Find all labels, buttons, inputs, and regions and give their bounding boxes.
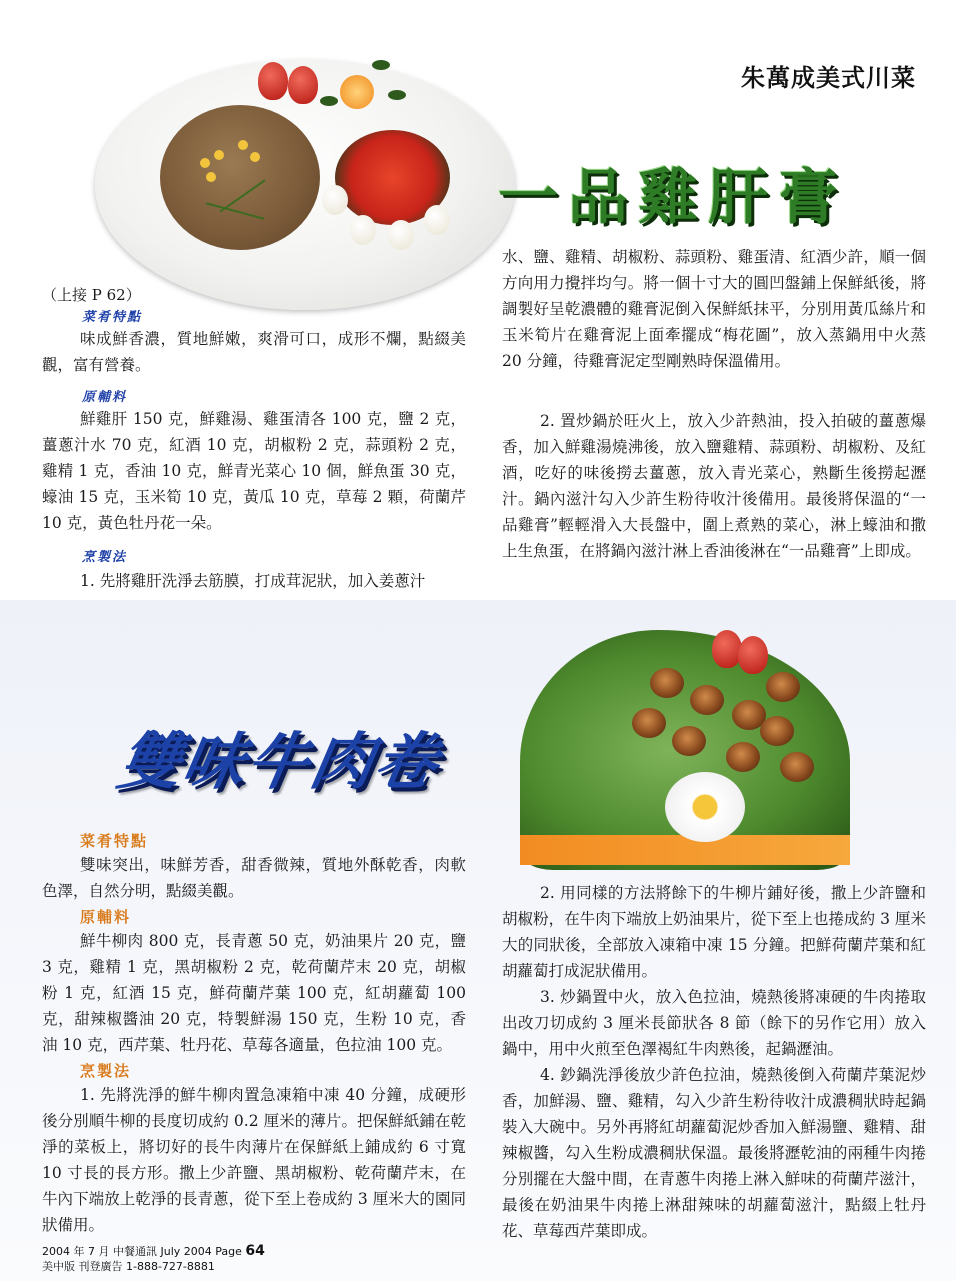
garnish-flower [238, 140, 248, 150]
recipe1-title: 一品雞肝膏 [498, 163, 848, 233]
leaf-garnish [372, 60, 390, 70]
recipe2-method-heading: 烹製法 [80, 1062, 132, 1080]
peony-flower-garnish [665, 772, 745, 842]
egg-garnish [424, 205, 450, 235]
strawberry-garnish [288, 66, 318, 104]
beef-roll [780, 752, 814, 782]
egg-garnish [388, 220, 414, 250]
recipe2-step1: 1. 先將洗淨的鮮牛柳肉置急凍箱中凍 40 分鐘，成硬形後分別順牛柳的長度切成約 0.2 厘米的薄片。把保鮮紙鋪在乾淨的菜板上，將切好的長牛肉薄片在保鮮紙上鋪成約 6 寸寬 10 寸長的長方形。撒上少許鹽、黑胡椒粉、乾荷蘭芹末，在牛內下端放上乾淨的長青蔥，從下至上卷成約 3 厘米大的園同狀備用。 [42, 1086, 466, 1234]
strawberry-garnish [712, 630, 742, 668]
beef-roll [690, 685, 724, 715]
recipe1-step2: 2. 置炒鍋於旺火上，放入少許熱油，投入拍破的薑蔥爆香，加入鮮雞湯燒沸後，放入鹽雞精、蒜頭粉、胡椒粉、及紅酒，吃好的味後撈去薑蔥，放入青光菜心，熟斷生後撈起瀝汁。鍋內滋汁勾入少許生粉待收汁後備用。最後將保溫的“一品雞膏”輕輕滑入大長盤中，圍上煮熟的菜心，淋上蠔油和撒上生魚蛋，在將鍋內滋汁淋上香油後淋在“一品雞膏”上即成。 [502, 412, 926, 560]
recipe2-step2: 2. 用同樣的方法將餘下的牛柳片鋪好後，撒上少許鹽和胡椒粉，在牛肉下端放上奶油果片，從下至上也捲成約 3 厘米大的同狀後，全部放入凍箱中凍 15 分鐘。把鮮荷蘭芹葉和紅胡蘿蔔打成泥狀備用。 [502, 884, 926, 980]
garnish-flower [200, 158, 210, 168]
footer-line2: 美中版 刊登廣告 1-888-727-8881 [42, 1260, 215, 1273]
section-header: 朱萬成美式川菜 [741, 64, 916, 92]
recipe2-step4: 4. 鈔鍋洗淨後放少許色拉油，燒熱後倒入荷蘭芹葉泥炒香，加鮮湯、鹽、雞精，勾入少許生粉待收汁成濃稠狀時起鍋裝入大碗中。另外再將紅胡蘿蔔泥炒香加入鮮湯鹽、雞精、甜辣椒醬，勾入生粉成濃稠狀保溫。最後將瀝乾油的兩種牛肉捲分別擺在大盤中間，在青蔥牛肉捲上淋入鮮味的荷蘭芹滋汁，最後在奶油果牛肉捲上淋甜辣味的胡蘿蔔滋汁，點綴上牡丹花、草莓西芹葉即成。 [502, 1066, 926, 1240]
garnish-flower [250, 152, 260, 162]
recipe2-step3: 3. 炒鍋置中火，放入色拉油，燒熱後將凍硬的牛肉捲取出改刀切成約 3 厘米長節狀各 8 節（餘下的另作它用）放入鍋中，用中火煎至色澤褐紅牛肉熟後，起鍋瀝油。 [502, 988, 926, 1058]
beef-roll [766, 672, 800, 702]
recipe1-step1-cont: 水、鹽、雞精、胡椒粉、蒜頭粉、雞蛋清、紅酒少許，順一個方向用力攪拌均勻。將一個十寸大的圓凹盤鋪上保鮮紙後，將調製好呈乾濃體的雞膏泥倒入保鮮紙抹平，分別用黃瓜絲片和玉米筍片在雞膏泥上面牽擺成“梅花圖”，放入蒸鍋用中火蒸 20 分鐘，待雞膏泥定型剛熟時保溫備用。 [502, 248, 926, 370]
page-number: 64 [245, 1243, 265, 1259]
strawberry-garnish [258, 62, 288, 100]
garnish-flower [214, 150, 224, 160]
leaf-garnish [320, 96, 338, 106]
beef-roll [760, 716, 794, 746]
recipe2-ingredients: 鮮牛柳肉 800 克，長青蔥 50 克，奶油果片 20 克，鹽 3 克，雞精 1 克，黑胡椒粉 2 克，乾荷蘭芹末 20 克，胡椒粉 1 克，紅酒 15 克，鮮荷蘭芹葉 100 克，紅胡蘿蔔 100 克，甜辣椒醬油 20 克，特製鮮湯 150 克，生粉 10 克，香油 10 克，西芹葉、牡丹花、草莓各適量，色拉油 100 克。 [42, 932, 466, 1054]
strawberry-garnish [738, 636, 768, 674]
recipe1-step1-start: 1. 先將雞肝洗淨去筋膜，打成茸泥狀，加入姜蔥汁 [80, 572, 426, 590]
recipe1-features: 味成鮮香濃，質地鮮嫩，爽滑可口，成形不爛，點綴美觀，富有營養。 [42, 330, 466, 374]
beef-roll [726, 742, 760, 772]
recipe1-features-heading: 菜肴特點 [82, 310, 143, 325]
chicken-liver-pate [160, 105, 320, 250]
recipe2-features: 雙味突出，味鮮芳香，甜香微辣，質地外酥乾香，肉軟色澤，自然分明，點綴美觀。 [42, 856, 466, 900]
footer-line1 [42, 1244, 265, 1259]
recipe2-features-heading: 菜肴特點 [80, 832, 149, 850]
page-footer [42, 1244, 265, 1274]
leaf-garnish [388, 90, 406, 100]
beef-roll [650, 668, 684, 698]
recipe1-ingredients-heading: 原輔料 [82, 390, 128, 405]
beef-roll [632, 708, 666, 738]
carrot-flower-garnish [340, 75, 374, 109]
recipe2-title: 雙味牛肉卷 [112, 725, 446, 798]
recipe2-ingredients-heading: 原輔料 [80, 908, 132, 926]
beef-roll [672, 726, 706, 756]
recipe1-method-heading: 烹製法 [82, 550, 128, 565]
egg-garnish [322, 185, 348, 215]
carrot-sauce [520, 835, 850, 865]
footer-date: 2004 年 7 月 中餐通訊 July 2004 Page [42, 1245, 242, 1258]
garnish-flower [206, 172, 216, 182]
continued-note: （上接 P 62） [42, 286, 141, 304]
recipe1-ingredients: 鮮雞肝 150 克，鮮雞湯、雞蛋清各 100 克，鹽 2 克，薑蔥汁水 70 克，紅酒 10 克，胡椒粉 2 克，蒜頭粉 2 克，雞精 1 克，香油 10 克，鮮青光菜心 10 個，鮮魚蛋 30 克，蠔油 15 克，玉米筍 10 克，黃瓜 10 克，草莓 2 顆，荷蘭芹 10 克，黃色牡丹花一朵。 [42, 410, 466, 532]
egg-garnish [350, 215, 376, 245]
